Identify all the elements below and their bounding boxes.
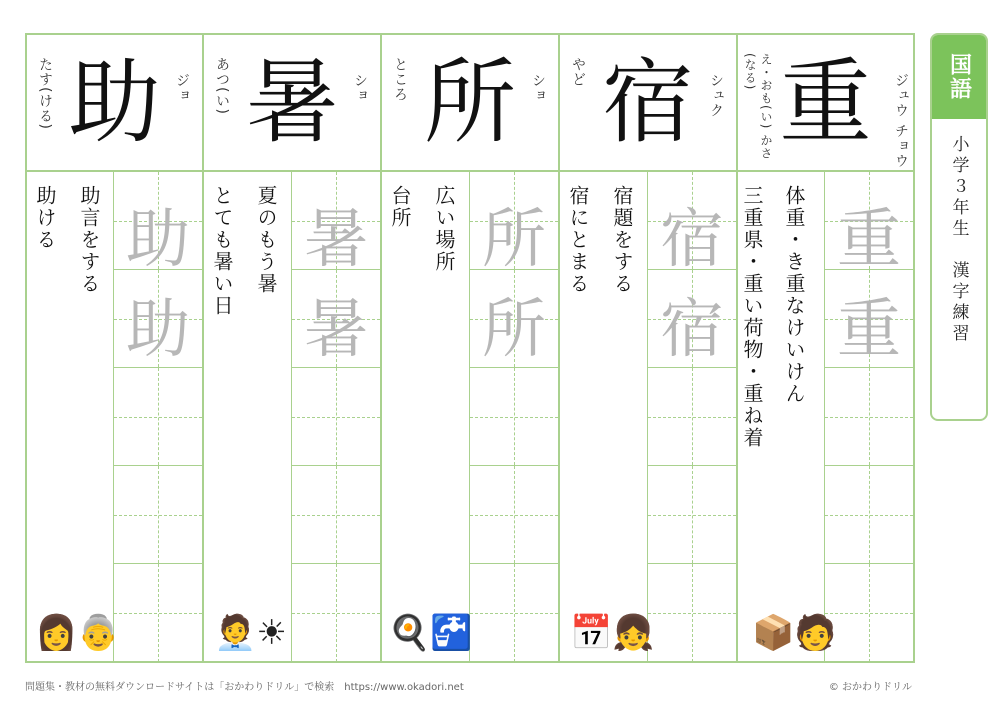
kun-reading: やど [570, 57, 586, 87]
trace-kanji: 助 [126, 203, 190, 277]
kun-reading: え・おも(い) かさ(なる) [743, 53, 773, 161]
trace-kanji: 所 [482, 203, 546, 277]
practice-grid [291, 172, 380, 661]
subject-badge [932, 35, 986, 119]
kanji-large: 助 [68, 49, 161, 156]
example-word: 体重・き重なけいけん [782, 185, 806, 405]
kanji-header [27, 35, 202, 172]
kanji-column-3 [204, 35, 382, 661]
practice-cell [648, 466, 736, 564]
example-word: 三重県・重い荷物・重ね着 [740, 185, 764, 449]
kanji-header [382, 35, 558, 172]
example-word: 宿題をする [610, 185, 634, 295]
worksheet-grid [25, 33, 915, 663]
on-reading: ジュウ チョウ [893, 73, 909, 169]
kun-reading: ところ [392, 57, 408, 102]
practice-cell [825, 368, 913, 466]
practice-cell [292, 564, 380, 662]
example-word: 夏のもう暑 [254, 185, 278, 295]
kun-reading: あつ(い) [214, 57, 230, 115]
kanji-large: 重 [779, 49, 872, 156]
copyright-text: © おかわりドリル [828, 682, 912, 693]
practice-grid [469, 172, 558, 661]
practice-cell [470, 466, 558, 564]
practice-cell [114, 466, 202, 564]
trace-kanji: 重 [837, 203, 901, 277]
kanji-header [560, 35, 736, 172]
practice-grid [824, 172, 913, 661]
practice-cell [825, 564, 913, 662]
trace-kanji: 助 [126, 293, 190, 367]
on-reading: ショ [530, 73, 546, 103]
trace-kanji: 宿 [660, 203, 724, 277]
practice-grid [113, 172, 202, 661]
example-word: とても暑い日 [210, 185, 234, 317]
businessman-sun-illustration: 🧑‍💼☀ [214, 613, 287, 653]
worksheet-title: 小学３年生 漢字練習 [948, 135, 969, 345]
on-reading: ショ [352, 73, 368, 103]
practice-cell [114, 564, 202, 662]
trace-kanji: 暑 [304, 203, 368, 277]
kanji-large: 暑 [245, 49, 339, 156]
practice-cell [648, 564, 736, 662]
kanji-header [738, 35, 913, 172]
person-carrying-box-illustration: 📦🧑 [752, 613, 837, 653]
subject-label: 国語 [946, 53, 972, 101]
trace-kanji: 宿 [660, 293, 724, 367]
practice-cell [648, 368, 736, 466]
on-reading: シュク [708, 73, 724, 118]
practice-cell [292, 368, 380, 466]
kun-reading: たす(ける) [37, 57, 53, 130]
example-word: 助ける [33, 185, 57, 251]
practice-cell [825, 466, 913, 564]
practice-cell [292, 466, 380, 564]
practice-grid [647, 172, 736, 661]
kitchen-illustration: 🍳🚰 [388, 613, 473, 653]
trace-kanji: 所 [482, 293, 546, 367]
kanji-column-4 [27, 35, 204, 661]
footer-text: 問題集・教材の無料ダウンロードサイトは「おかわりドリル」で検索 https://www.okadori.net [25, 682, 464, 693]
example-word: 宿にとまる [566, 185, 590, 295]
on-reading: ジョ [174, 73, 190, 103]
child-studying-illustration: 📅👧 [570, 613, 655, 653]
practice-cell [470, 368, 558, 466]
kanji-column-0 [738, 35, 913, 661]
trace-kanji: 重 [837, 293, 901, 367]
trace-kanji: 暑 [304, 293, 368, 367]
kanji-large: 所 [423, 49, 517, 156]
example-word: 助言をする [77, 185, 101, 295]
kanji-column-2 [382, 35, 560, 661]
practice-cell [114, 368, 202, 466]
example-word: 広い場所 [432, 185, 456, 273]
helping-elderly-illustration: 👩👵 [35, 613, 120, 653]
sidebar-label [930, 33, 988, 421]
practice-cell [470, 564, 558, 662]
kanji-column-1 [560, 35, 738, 661]
kanji-header [204, 35, 380, 172]
kanji-large: 宿 [601, 49, 695, 156]
example-word: 台所 [388, 185, 412, 229]
